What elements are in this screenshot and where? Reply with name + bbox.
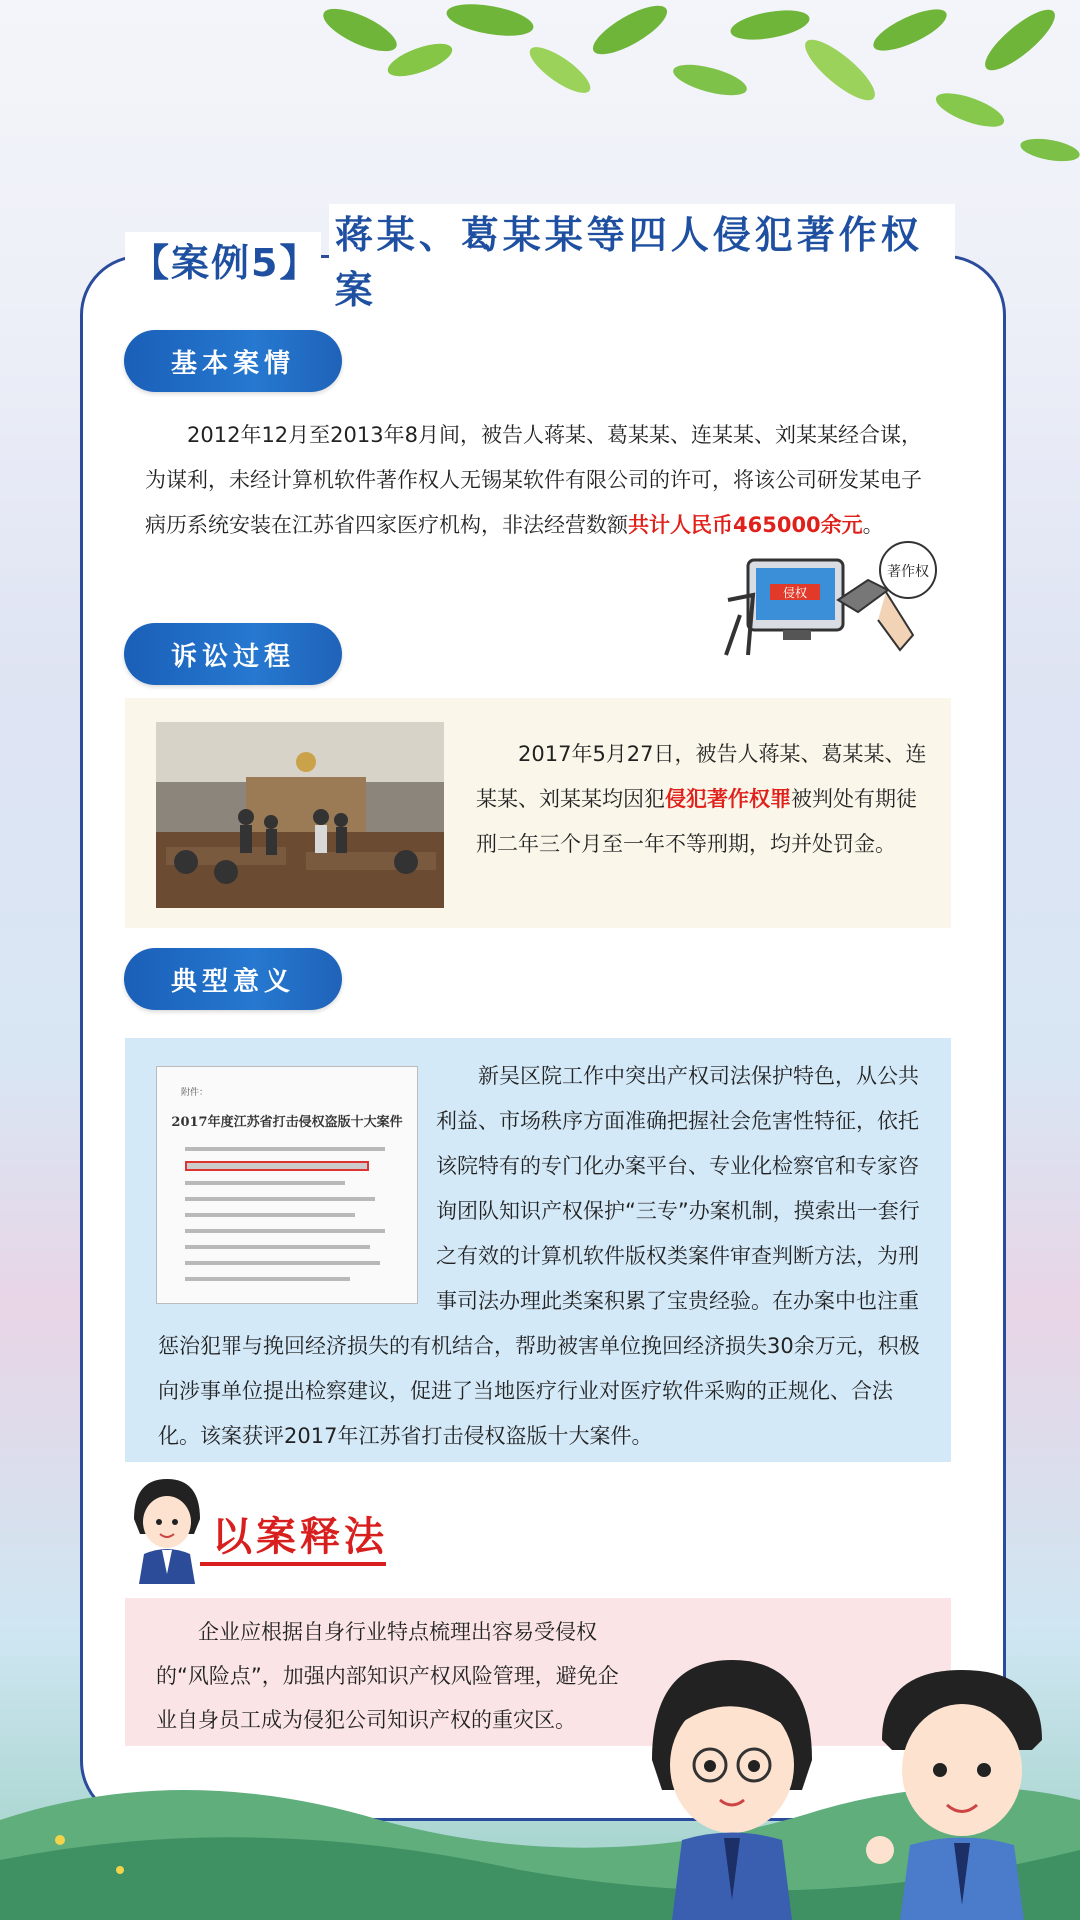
case-tag: 【案例5】: [125, 232, 321, 287]
document-tag: 附件：: [181, 1088, 209, 1098]
svg-text:侵权: 侵权: [782, 586, 808, 600]
svg-text:著作权: 著作权: [887, 564, 929, 580]
leaves-decoration: [300, 0, 1080, 170]
section-label-basic: 基本案情: [124, 330, 342, 392]
crime-highlight: 侵犯著作权罪: [665, 787, 791, 811]
courtroom-photo: [156, 722, 444, 908]
prosecutor-avatar: [124, 1474, 210, 1586]
law-title: 以案释法: [212, 1513, 388, 1560]
basic-facts-text: 2012年12月至2013年8月间，被告人蒋某、葛某某、连某某、刘某某经合谋，为谋利，未经计算机软件著作权人无锡某软件有限公司的许可，将该公司研发某电子病历系统安装在江苏省四家医疗机构，非法经营数额: [145, 423, 922, 537]
litigation-text: 2017年5月27日，被告人蒋某、葛某某、连某某、刘某某均因犯: [476, 742, 927, 811]
document-title: 2017年度江苏省打击侵权盗版十大案件: [171, 1115, 403, 1130]
amount-highlight: 共计人民币465000余元: [628, 513, 863, 537]
infringement-illustration: [718, 540, 940, 662]
case-title-bar: [125, 213, 955, 312]
case-name: 蒋某、葛某某等四人侵犯著作权案: [329, 204, 955, 314]
basic-facts-paragraph: 2012年12月至2013年8月间，被告人蒋某、葛某某、连某某、刘某某经合谋，为谋利，未经计算机软件著作权人无锡某软件有限公司的许可，将该公司研发某电子病历系统安装在江苏省四家医疗机构，非法经营数额共计人民币465000余元。: [145, 423, 922, 537]
cartoon-prosecutors: [632, 1640, 1072, 1920]
significance-text: 新吴区院工作中突出产权司法保护特色，从公共利益、市场秩序方面准确把握社会危害性特征，依托该院特有的专门化办案平台、专业化检察官和专家咨询团队知识产权保护“三专”办案机制，摸索出一套行之有效的计算机软件版权类案件审查判断方法，为刑事司法办理此类案积累了宝贵经验。在办案中也注重惩治犯罪与挽回经济损失的有机结合，帮助被害单位挽回经济损失30余万元，积极向涉事单位提出检察建议，促进了当地医疗行业对医疗软件采购的正规化、合法化。该案获评2017年江苏省打击侵权盗版十大案件。: [158, 1064, 920, 1448]
section-label-significance: 典型意义: [124, 948, 342, 1010]
law-title-underline: [200, 1562, 386, 1566]
section-label-litigation: 诉讼过程: [124, 623, 342, 685]
law-text: 企业应根据自身行业特点梳理出容易受侵权的“风险点”，加强内部知识产权风险管理，避免企业自身员工成为侵犯公司知识产权的重灾区。: [156, 1620, 619, 1732]
litigation-paragraph: 2017年5月27日，被告人蒋某、葛某某、连某某、刘某某均因犯侵犯著作权罪被判处有期徒刑二年三个月至一年不等刑期，均并处罚金。: [476, 742, 927, 856]
significance-paragraph: [158, 1054, 926, 1459]
